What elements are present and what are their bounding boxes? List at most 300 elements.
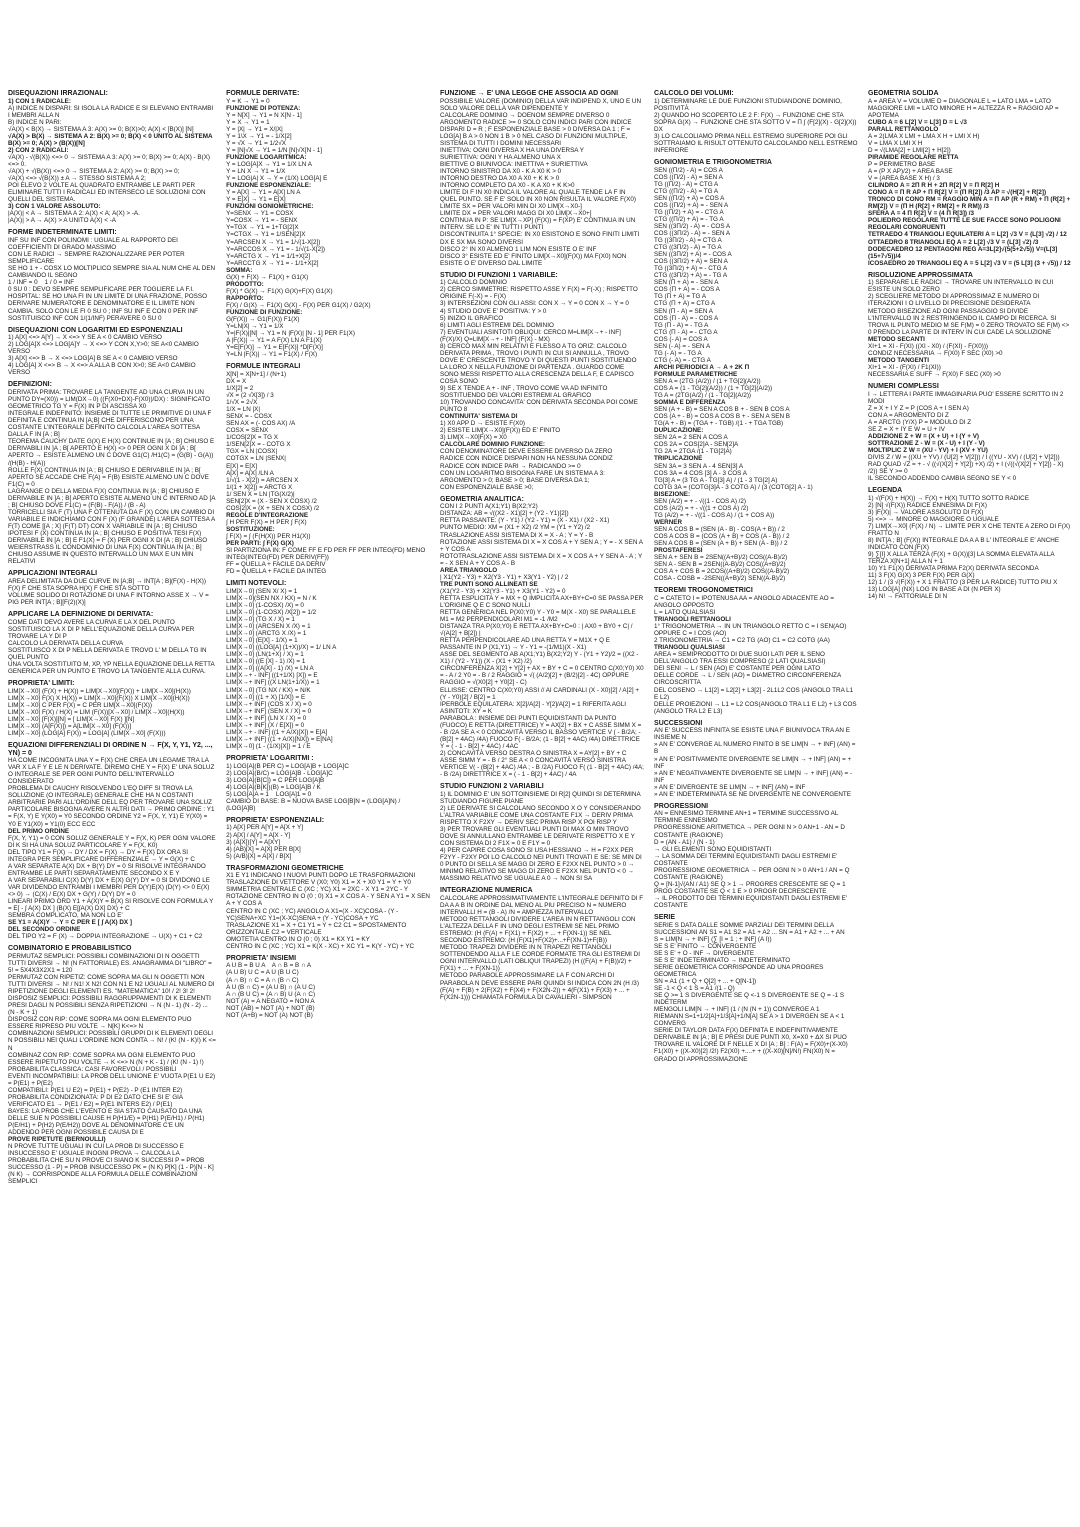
formula-line: SEN A - SEN B = 2SEN((A-B)/2) COS((A+B)/2) (654, 561, 786, 569)
formula-line: PERMUTAZ SEMPLICI: POSSIBILI COMBINAZIONI DI N OGGETTI TUTTI DIVERSI → N! (N FATTORIALE) ES. ANAGRAMMA DI "LIBRO" = 5! = 5X4X3X2X1 = 120 (8, 952, 214, 974)
formula-line: TETRAEDO 4 TRIANGOLI EQUILATERI A = L[2] √3 V = (L[3] √2) / 12 (868, 231, 1067, 239)
formula-line: 13) LOG[A] (NX) LOG IN BASE A DI (N PER X) (868, 586, 1001, 594)
formula-line: HOSPITAL: SE HO UNA FI IN UN LIMITE DI UNA FRAZIONE, POSSO DERIVARE NUMERATORE E DENOMINATORE E IL LIMITE NON CAMBIA. SOLO CON LE FI 0 SU 0 ; INF SU INF E CON 0 PER INF SOSTITUISCO INF CON 1/(1/INF) PERAVERE 0 SU 0 (8, 293, 209, 322)
formula-line: LIM[X→X0] C PER F(X) = C PER LIM[X→X0](F(X)) (8, 701, 152, 709)
formula-line: √A(X) - √(B(X)) <=> 0 → SISTEMA A 3: A(X) >= 0; B(X) >= 0; A(X) - B(X) <=> 0. (8, 153, 212, 169)
formula-line: LIM[X→X0] (LOG[A] F(X)) = LOG[A] (LIM[X→X0] (F(X))) (8, 729, 166, 737)
formula-line: SEN AX = (- COS AX) /A (226, 420, 296, 428)
section-title: STUDIO FUNZIONI 2 VARIABILI (440, 783, 544, 791)
formula-line: CTG (Π - A) = - CTG A (654, 328, 718, 336)
formula-line: TG ((Π/2) + A) = - CTG A (654, 208, 724, 216)
formula-section (440, 496, 644, 778)
formula-line: A VAR SEPARABILI C(X) D(Y) DX + E(X) G(Y) DY = 0 SI DIVIDONO LE VAR DIVIDENDO ENTRAMBI I MEMBRI PER D(Y)E(X) (D(Y) <> 0 E(X) <> 0) → (C(X) / E(X) DX + G(Y) / D(Y) DY = 0 (8, 876, 212, 898)
formula-line: 8) INT[A ; B] (F(X)) INTEGRALE DA A A B L' INTEGRALE E' ANCHE INDICATO CON ∫F(X) (868, 537, 1061, 552)
formula-line: 1) SEPARARE LE RADICI → TROVARE UN INTERVALLO IN CUI ESISTE UN SOLO ZERO (868, 279, 1055, 294)
formula-section (8, 680, 216, 737)
formula-line: 1/X[2] = 2 (226, 385, 254, 393)
formula-line: LIM[X→+ - INF] ((1 + A/X)[X]) = E[A] (226, 728, 328, 736)
formula-line: ∫ F(X) = ∫ (F(H(X)) PER H1(X)) (226, 533, 311, 540)
formula-line: 2) ESISTE LIM[X→X0](F(X)) ED E' FINITO (440, 427, 561, 435)
formula-line: LIM[X→+ INF] ((1 + A/X)[NX]) = E[NA] (226, 735, 333, 743)
formula-line: TRASLAZIONE DI VETTORE V (X0; Y0) X1 = X + X0 Y1 = Y + Y0 (226, 879, 411, 887)
formula-line: F(X) * G(X) → F1(X) G(X)+F(X) G1(X) (226, 287, 333, 295)
formula-line: CONDIZ NECESSARIA → F(X0) F SEC (X0) >0 (868, 349, 1003, 357)
formula-section (8, 570, 216, 606)
formula-line: √A(X) < B(X) → SISTEMA A 3: A(X) >= 0; B(X)>0; A(X) < [B(X)] [N] (8, 125, 194, 133)
formula-line: TG (A/2) = + - √((1 - COS A) / (1 + COS A)) (654, 511, 775, 519)
formula-line: PROGRESSIONE ARITMETICA → PER OGNI N > 0 AN+1 - AN = D COSTANTE (RAGIONE) (654, 824, 847, 839)
section-title: TEOREMI TROGONOMETRICI (654, 587, 753, 595)
formula-line: RADICE CON INDICE DISPARI NON HA NESSUNA CONDIZ (440, 455, 613, 463)
formula-line: A = (P X AP)/2) + AREA BASE (868, 168, 953, 176)
formula-line: DERIVATA PRIMA: TROVARE LA TANGENTE AD UNA CURVA IN UN PUNTO DY=(X0)) = LIM(DX→0) ((F(X0+DX)-F(X0))/DX) : SIGNIFICATO GEOMETRICO TG Y = F(X) IN P DI ASCISSA X0 (8, 389, 212, 411)
formula-line: SEN ((3Π/2) + A) = - COS A (654, 251, 732, 259)
formula-line: COS (Π + A) = - COS A (654, 286, 720, 294)
formula-line: LIMITE SX = PER VALORI MIN DI X0 LIM[X→X0-] (440, 203, 582, 211)
formula-line: IL SECONDO ADDENDO CAMBIA SEGNO SE Y < 0 (868, 475, 1017, 483)
formula-line: COS ((3Π/2) + A) = SEN A (654, 258, 728, 266)
formula-line: ROTOTRASLAZIONE ASSI SISTEMA DI X = X COS A + Y SEN A - A ; Y = - X SEN A + Y COS A - B (440, 552, 644, 567)
formula-line: 2) A[X] / A[Y] = A[X - Y] (226, 831, 291, 839)
section-title: FUNZIONE → E' UNA LEGGE CHE ASSOCIA AD OGNI (440, 90, 619, 97)
formula-line: TG (Π + A) = TG A (654, 293, 707, 301)
formula-section (226, 817, 430, 860)
formula-line: COS (A/2) = + - √((1 + COS A) /2) (654, 504, 749, 512)
formula-line: LIM[X→0] (TG X / X) = 1 (226, 616, 295, 624)
column-1 (8, 90, 216, 1513)
formula-section (868, 272, 1072, 378)
formula-line: 5) <=> → MINORE O MAGGIORE O UGUALE (868, 515, 999, 523)
formula-line: TGX = LN |COSX| (226, 448, 278, 456)
formula-line: L = LATO QUALSIASI (654, 609, 716, 617)
formula-line: LIM[X→+ - INF] ((1+1/X) [X]) = E (226, 672, 318, 680)
formula-line: RIEMANN S=1+1/2[A]+1/3[A]+1/N[A] SE A > 1 DIVERGEN SE A < 1 CONVERG (654, 1013, 847, 1028)
formula-line: 1° TRIGONOMETRIA → IN UN TRIANGOLO RETTO C = I SEN(AO) OPPURE C = I COS (AO) (654, 623, 849, 638)
formula-line: 10) Y1 F1(X) DERIVATA PRIMA F2(X) DERIVATA SECONDA (868, 565, 1039, 573)
formula-line: POI ELEVO 2 VOLTE AL QUADRATO ENTRAMBE LE PARTI PER ELIMINARE TUTTI I RADICALI ED INTERSECO LE SOLUZIONI CON QUELLI DEL SISTEMA. (8, 182, 208, 204)
formula-line: 6) LIMITI AGLI ESTREMI DEL DOMINIO (440, 321, 554, 329)
formula-section (8, 327, 216, 377)
formula-line: SOMMA E DIFFERENZA (654, 399, 726, 407)
formula-line: 12) 1 / (3 √(F(X)) + X 1 FRATTO (3 PER LA RADICE) TUTTO PIU X (868, 579, 1058, 587)
formula-line: √A(X) <=> √(B(X)) ± A → STESSO SISTEMA A 2; (8, 175, 146, 183)
formula-line: BISEZIONE: (654, 490, 691, 498)
formula-line: Y=ARCSEN X → Y1 = 1/√(1-X[2]) (226, 238, 321, 246)
formula-section (654, 803, 858, 909)
formula-section (440, 272, 644, 491)
formula-line: TEOREMA CAUCHY DATE G(X) E H(X) CONTINUE IN [A ; B] CHIUSO E DERIVABILI IN ]A ; B[ APERTO E H(X) <> 0 PER OGNI X DI ]A ; B[ APERTO → ESISTE ALMENO UN C DOVE G1(C) /H1(C) = (G(B) - G(A)) /(H(B) - H(A)) (8, 438, 216, 467)
section-title: PROPRIETA' LOGARITMI : (226, 754, 314, 762)
formula-line: 1) A[X] PER A[Y] = A[X + Y] (226, 824, 303, 832)
formula-line: FF = QUELLA + FACILE DA DERIV (226, 561, 326, 569)
formula-line: SOSTITUISCO X DI P NELLA DERIVATA E TROVO L' M DELLA TG IN QUEL PUNTO (8, 646, 209, 661)
formula-section (226, 580, 430, 750)
formula-line: 1/COS[2]X = TG X (226, 434, 278, 442)
formula-line: 1) A[X] <=> A[Y] → X <=> Y SE A < 0 CAMBIO VERSO (8, 334, 162, 342)
formula-line: Y=SENX → Y1 = COSX (226, 210, 294, 218)
formula-line: SE -1 < Q < 1 S = A1 /(1 - Q) (654, 985, 735, 993)
formula-line: LIM[X→+ INF] (COS X / X) = 0 (226, 700, 312, 708)
formula-line: LIM[X→X0] (F(X) + H(X)) = LIM[X→X0](F(X)) + LIM[X→X0](H(X)) (8, 687, 191, 695)
formula-line: FUNZIONE ESPONENZIALE: (226, 182, 312, 190)
formula-line: SERIE DI TAYLOR DATA F(X) DEFINITA E INDEFINITIVAMENTE DERIVABILE IN [A ; B] E PRESI DUE PUNTI X0, X=X0 + ΔX SI PUO TROVARE IL VALORE DI F NELLE X DI [A ; B] : F(A) = F(X0)+(X-X0) F1(X0) + ((X-X0)[2] /2!) F2(X0) +....+ + ((X-X0)[N]/N!) FN(X0) N = GRADO DI APPROSSIMAZIONE (654, 1027, 850, 1063)
formula-line: LINEARI PRIMO ORD Y1 + A(X)Y = B(X) SI RISOLVE CON FORMULA Y = E[ - ∫ A(X) DX ] (B(X) E[∫A(X) DX] DX) + C (8, 898, 215, 913)
formula-line: CONTINUITA' SISTEMA DI (440, 413, 518, 421)
formula-line: TG[3] A = (3 TG A - TG[3] A) / (1 - 3 TG[2] A) (654, 476, 778, 484)
formula-line: SE S E' + O - INF → DIVERGENTE (654, 949, 755, 957)
formula-line: SE S E' INDETERMINATO → INDETERMINATO (654, 956, 791, 964)
formula-line: 7) LIM[X→X0] (F(X) / N) → LIMITE PER X CHE TENTE A ZERO DI F(X) FRATTO N (868, 522, 1072, 537)
formula-line: Y = N[X] → Y1 = N X[N - 1] (226, 111, 302, 119)
formula-section (654, 914, 858, 1063)
formula-line: CONO A = Π R AP + Π R[2] V = (Π R[2]) /3 AP = √(H[2] + R[2]) (868, 189, 1047, 197)
formula-line: PROGRESSIONE GEOMETRICA → PER OGNI N > 0 AN+1 / AN = Q COSTANTE (RAGIONE) (654, 866, 852, 881)
formula-line: PARALL RETTANGOLO (868, 125, 939, 133)
formula-line: X1 E Y1 INDICANO I NUOVI PUNTI DOPO LE TRASFORMAZIONI (226, 872, 416, 880)
formula-line: COS[2]X = (X + SEN X COSX) /2 (226, 504, 320, 512)
formula-line: AN = ENNESIMO TERMINE AN+1 = TERMINE SUCCESSIVO AL TERMINE ENNESIMO (654, 810, 840, 825)
formula-line: XI+1 = XI - F(XI) ((XI - X0) / (F(XI) - F(X0))) (868, 342, 989, 350)
formula-line: BAYES: LA PROB CHE L'EVENTO E SIA STATO CAUSATO DA UNA DELLE SUE N POSSIBILI CAUSE H P(H1/E) = P(H1) P(E/H1) / P(H1) P(E/H1) + P(H2) P(E/H2)) DOVE AL DENOMINATORE C'E UN ADDENDO PER OGNI POSSIBILE CAUSA DI E (8, 1107, 207, 1137)
formula-line: CTG ((Π/2) + A) = - TG A (654, 215, 724, 223)
formula-line: CONTINUA IN P: SE LIM[X→XP] (F(X)) = F(XP) E' CONTINUA IN UN INTERV. SE LO E' IN TUTTI I PUNTI (440, 217, 637, 232)
formula-line: SEN (A/2) = + - √((1 - COS A) /2) (654, 497, 747, 505)
section-title: GONIOMETRIA E TRIGONOMETRIA (654, 158, 772, 166)
formula-line: 3) PER TROVARE GLI EVENTUALI PUNTI DI MAX O MIN TROVO DOVE SI ANNULLANO ENTRAMBE LE DERIVATE RISPETTO X E Y CON SISTEMA DI 2 F1X = 0 E F1Y = 0 (440, 825, 637, 848)
formula-line: COS A + COS B = 2COS((A+B)/2) COS((A-B)/2) (654, 568, 790, 576)
formula-line: NOT (AB) = NOT (A) + NOT (B) (226, 1004, 315, 1012)
formula-line: » AN E' POSITIVAMENTE DIVERGENTE SE LIM[N → + INF] (AN) = + INF (654, 755, 853, 770)
formula-line: CTG ((Π/2) - A) = TG A (654, 187, 719, 195)
formula-line: 2) LOG[A]X <=> LOG[A]Y → X <=> Y CON X,Y>0; SE A<0 CAMBIO VERSO (8, 341, 201, 356)
formula-line: √A(X) + √(B(X)) <=> 0 → SISTEMA A 2: A(X) >= 0; B(X) >= 0; (8, 168, 180, 176)
formula-line: Y = |X| → Y1 = X/|X| (226, 125, 283, 133)
formula-line: RADICE CON INDICE PARI → RADICANDO >= 0 (440, 462, 581, 470)
formula-line: 10) TROVANDO CONCAVITA' CON DERIVATA SECONDA POI COME PUNTO 8 (440, 399, 640, 414)
formula-line: SE HO 1 + - COSX LO MOLTIPLICO SEMPRE SIA AL NUM CHE AL DEN CAMBIANDO IL SEGNO (8, 265, 217, 280)
formula-line: COS 3A = 4 COS [3] A - 3 COS A (654, 469, 747, 477)
formula-line: » AN E' DIVERGENTE SE LIM[N → + INF] (AN) = INF (654, 783, 806, 791)
formula-line: FUNZIONE LOGARITMICA: (226, 153, 307, 161)
formula-line: 1) √(F(X) + H(X)) → F(X) + H(X) TUTTO SOTTO RADICE (868, 494, 1029, 502)
formula-line: PARABOLA : INSIEME DEI PUNTI EQUIDISTANTI DA PUNTO (FUOCO) E RETTA (DIRETTRICE) Y = AX[2] + BX + C ASSE SIMM X = - B /2A SE A < 0 CONCAVITÀ VERSO IL BASSO VERTICE V ( - B/2A; - (B[2] + 4AC) /4A) FUOCO F( - B/2A; (1 - B[2] + 4AC) /4A) DIRETTRICE Y = ( - 1 - B[2] + 4AC) / 4AC (440, 714, 643, 750)
formula-line: TRE PUNTI SONO ALLINEATI SE (440, 580, 538, 588)
formula-line: SE Y1 = A(X)Y → Y = C PER E [ ∫ A(X) DX ] (8, 919, 132, 927)
section-title: EQUAZIONI DIFFERENZIALI DI ORDINE N → F(X, Y, Y1, Y2, ..., YN) = 0 (8, 741, 213, 757)
formula-line: |A(X)| < A → SISTEMA A 2: A(X) < A; A(X) > -A. (8, 210, 140, 218)
formula-line: SEN 3A = 3 SEN A - 4 SEN[3] A (654, 462, 744, 470)
formula-section (868, 487, 1072, 600)
formula-line: INIETTIVA: OGNI DIVERSA X HA UNA DIVERSA Y (440, 146, 584, 154)
formula-line: 4) LOG[A] X <=> B → X <=> A ALLA B CON X>0; SE A<0 CAMBIO VERSO (8, 362, 198, 377)
formula-line: LIM[X→0] (ARCTG X /X) = 1 (226, 630, 307, 638)
formula-line: A U B = B U A A ∩ B = B ∩ A (226, 962, 312, 970)
section-title: TRASFORMAZIONI GEOMETRICHE (226, 864, 344, 872)
formula-line: FUNZIONE DI FUNZIONE: (226, 309, 303, 316)
formula-line: Y=LN|X| → Y1 = 1/X (226, 323, 284, 331)
formula-line: WEIERSTRASS IL CONDOMINIO DI UNA F(X) CONTINUA IN [A ; B] CHIUSO ASSUME IN QUESTO INTERVALLO UN MAX E UN MIN RELATIVI (8, 544, 204, 566)
formula-line: F(X, Y, Y1) = 0 CON SOLUZ GENERALE Y = F(X, K) PER OGNI VALORE DI K SI HA UNA SOLUZ PARTICOLARE Y = F(X, K0) (8, 834, 218, 849)
formula-line: √X = (2 √X[3]) / 3 (226, 392, 274, 400)
formula-line: RETTA PASSANTE: (Y - Y1) / (Y2 - Y1) = (X - X1) / (X2 - X1) (440, 517, 610, 525)
formula-line: ADDIZIONE Z + W = (X + U) + I (Y + V) (868, 432, 979, 440)
formula-line: LIM[X→0] (ARCSEN X /X) = 1 (226, 623, 311, 631)
formula-line: COS 2A = COS[2]A - SEN[2]A (654, 441, 739, 449)
formula-line: LIM[X→+ INF] (LN X / X) = 0 (226, 714, 307, 722)
formula-line: INTORNO DESTRO DA X0 A X0 + K K > 0 (440, 175, 560, 183)
section-title: SERIE (654, 914, 676, 922)
formula-line: Y = E[X] → Y1 = E[X] (226, 196, 286, 204)
formula-line: DISCO 2° IN X0 ALMENO 1 LIM NON ESISTE O E' INF (440, 245, 597, 253)
formula-line: SEN A COS B = (SEN (A + B) + SEN (A - B)) / 2 (654, 540, 788, 548)
formula-line: 2) LOG[A](B/C) = LOG[A]B - LOG[A]C (226, 769, 333, 777)
section-title: DISEQUAZIONI IRRAZIONALI: (8, 90, 108, 97)
formula-line: SEN (Π + A) = - SEN A (654, 279, 719, 287)
formula-line: 4) (AB)[X] = A[X] PER B[X] (226, 845, 301, 853)
formula-line: FUNZIONI GONIOMETRICHE: (226, 203, 314, 211)
formula-line: SEN A COS B = (SEN (A - B) - COS(A + B)) / 2 (654, 525, 785, 533)
formula-line: LIM[X→0] ((E [X] - 1) /X) = 1 (226, 658, 306, 666)
section-title: STUDIO DI FUNZIONI 1 VARIABILE: (440, 271, 558, 279)
formula-line: SN = A1 (1 + Q + Q[2] + ... + Q[N-1]) (654, 978, 757, 985)
formula-line: CTG (Π + A) = CTG A (654, 300, 716, 308)
formula-line: 1) CALCOLO DOMINIO (440, 279, 507, 287)
formula-line: SOSTITUISCO LA X DI P NELL'EQUAZIONE DELLA CURVA PER TROVARE LA Y DI P (8, 625, 196, 640)
formula-line: 1/X = LN |X| (226, 406, 260, 414)
formula-line: B) INDICE N PARI: (8, 118, 62, 126)
formula-line: 3) INTERSEZIONI CON GLI ASSI: CON X → Y = 0 CON X → Y = 0 (440, 300, 629, 308)
formula-line: LIM[X→0] (1-COSX) /X) = 0 (226, 601, 304, 609)
section-title: APPLICARE LA DEFINIZIONE DI DERIVATA: (8, 611, 154, 619)
formula-line: RETTA PERPENDICOLARE AD UNA RETTA Y = M1X + Q E PASSANTE IN P (X1,Y1) → Y - Y1 = -(1/M1)(X - X1) (440, 637, 612, 652)
formula-line: TRIANGOLI QUALSIASI (654, 644, 725, 652)
formula-line: BIETTIVE O BIUNIVOCA: INIETTIVA + SURIETTIVA (440, 161, 588, 169)
formula-line: LIMITE DI F IN X0 INDICA IL VALORE AL QUALE TENDE LA F IN QUEL PUNTO. SE F E' SOLO IN X0 NON RISULTA IL VALORE F(X0) (440, 189, 636, 204)
formula-line: TG(A + - B) = (TGA + - TGB) /(1 - + TGA TGB) (654, 420, 784, 428)
formula-section (868, 383, 1072, 482)
formula-line: CON ESPONENZIALE BASE >0; (440, 483, 534, 491)
formula-line: 5) INIZIO IL GRAFICO (440, 314, 504, 322)
formula-line: C = CATETO I = IPOTENUSA AA = ANGOLO ADIACENTE AO = ANGOLO OPPOSTO (654, 594, 836, 609)
formula-section (226, 955, 430, 1019)
formula-line: CAMBIO DI BASE: B = NUOVA BASE LOG[B]N = (LOG[A]N) / (LOG[A]B) (226, 797, 402, 812)
section-title: INTEGRAZIONE NUMERICA (440, 887, 533, 895)
section-title: COMBINATORIO E PROBABILISTICO (8, 945, 132, 953)
formula-line: DEI SENI → L / SEN (AO) E' COSTANTE PER OGNI LATO (654, 665, 821, 673)
formula-line: SURIETTIVA: OGNI Y HA ALMENO UNA X (440, 153, 561, 161)
formula-section (8, 381, 216, 565)
formula-line: RAD QUAD √Z = + - √ ((√(X[2] + Y[2]) +X) /2) + I (√((√(X[2] + Y[2]) - X) /2)) SE Y >= 0 (868, 461, 1066, 476)
formula-line: Z = X + I Y Z = P (COS A + I SEN A) (868, 404, 969, 412)
formula-line: PIRAMIDE REGOLARE RETTA (868, 153, 959, 161)
formula-line: 1/ SEN X = LN |TG(X/2)| (226, 490, 295, 498)
formula-line: 5) (A/B)[X] = A[X] / B[X] (226, 852, 292, 860)
formula-line: 2) QUANDO HO SCOPERTO LE 2 F: F(X) → FUNZIONE CHE STA SOPRA G(X) → FUNZIONE CHE STA SOTTO V = Π ∫ (F[2](X) - G[2](X)) DX (654, 111, 859, 133)
formula-line: » AN E' INDETERMINATA SE NE DIVERGENTE NE CONVERGENTE (654, 790, 851, 798)
formula-line: LIM[X→X0] F(X) / H(X) = LIM (F(X))[X→X0] / LIM[X→X0](H(X)) (8, 708, 185, 716)
formula-line: SEN ((Π/2) - A) = COS A (654, 166, 723, 174)
formula-line: 2) LE DERIVATE SI CALCOLANO SECONDO X O Y CONSIDERANDO L'ALTRA VARIABILE COME UNA COSTANTE F1X → DERIV PRIMA RISPETTO X F2XY → DERIV SEC PRIMA RISP X POI RISP Y (440, 804, 643, 826)
formula-line: EVENTI INCOMPATIBILI: LA PROB DELL UNIONE E' VUOTA P(E1 U E2) = P(E1) + P(E2) (8, 1072, 217, 1087)
formula-line: DISCONTINUITA 1° SPECIE: IN X0 ESISTONO E SONO FINITI LIMITI DX E SX MA SONO DIVERSI (440, 231, 642, 246)
formula-line: COMBINAZ CON RIP: COME SOPRA MA OGNI ELEMENTO PUO ESSERE RIPETUTO PIU VOLTE → K <=> N (N + K - 1) / (K! (N - 1) !) (8, 1051, 204, 1066)
formula-line: Y = 1\X → Y1 = - 1/X[2] (226, 132, 292, 140)
formula-line: PROBLEMA DI CAUCHY RISOLVENDO L'EQ DIFF SI TROVA LA SOLUZIONE (O INTEGRALE) GENERALE CHE HA N COSTANTI ARBITRARIE PARI ALL'ORDINE DELL EQ PER TROVARE UNA SOLUZ PARTICOLARE BISOGNA AVERE N ALTRI DATI → PRIMO ORDINE : Y1 = F(X, Y) E Y(X0) = Y0 SECONDO ORDINE Y2 = F(X, Y, Y1) E Y(X0) = Y0 E Y1(X0) = Y1(0) ECC ECC (8, 785, 217, 828)
formula-line: CALCOLARE APPROSSIMATIVAMENTE L'INTEGRALE DEFINITO DI F DA A A B IN ORDINE DAL MENO AL PIU PRECISO N = NUMERO INTERVALLI H = (B - A) /N = AMPIEZZA INTERVALLO (440, 894, 645, 917)
formula-line: 3) A[X] <=> B → X <=> LOG[A] B SE A < 0 CAMBIO VERSO (8, 355, 178, 363)
formula-line: SERIE S DATA DALLE SOMME PARZIALI DEI TERMINI DELLA SUCCESSIONI AN S1 = A1 S2 = A1 + A2 ... SN = A1 + A2 + ... + AN (654, 921, 845, 936)
formula-line: DIVIS Z / W = ((XU + YV) / (U[2] + V[2])) / I ((YU - XV) / (U[2] + V[2])) (868, 453, 1060, 461)
formula-line: DISPOSIZ CON RIP: COME SOPRA MA OGNI ELEMENTO PUO ESSERE RIPRESO PIU VOLTE → N[K] K<=> N (8, 1016, 194, 1031)
formula-line: Y=E[F(X)] → Y1 = E[F(X)] *D[F(X)] (226, 344, 323, 352)
formula-line: 3) LO CALCOLIAMO PRIMA NELL ESTREMO SUPERIORE POI GLI SOTTRAIAMO IL RISULT OTTENUTO CALCOLANDO NELL ESTREMO INFERIORE (654, 132, 860, 154)
formula-line: ARCHI PERIODICI A → A + 2K Π (654, 363, 750, 371)
formula-line: N PROVE TUTTE UGUALI IN CUI LA PROB DI SUCCESSO E INSUCCESSO E' UGUALE INOGNI PROVA → CALCOLA LA PROBABILITA CHE SU N PROVE CI SIANO K SUCCESSI P = PROB SUCCESSO (1 - P) = PROB INSUCCESSO PK = (N K) P[K] (1 - P)[N - K] (N K) → CORRISPONDE ALLA FORMULA DELLE COMBINAZIONI SEMPLICI (8, 1143, 216, 1186)
column-5 (868, 90, 1072, 1513)
formula-line: Y = LOG|A| X → Y = (1/X) LOG[A] E (226, 175, 328, 183)
formula-line: TRASLAZIONE ASSI SISTEMA DI X = X - A ; Y = Y - B (440, 531, 594, 539)
formula-line: TRIPLICAZIONE (654, 455, 703, 463)
formula-line: REGOLE D'INTEGRAZIONE (226, 511, 309, 519)
formula-line: 1) LOG[A](B PER C) = LOG[A]B + LOG[A]C (226, 762, 349, 770)
formula-line: SEN A + SEN B = 2SEN((A+B)/2) COS((A-B)/2) (654, 554, 788, 562)
formula-line: V = LMA X LMI X H (868, 139, 923, 147)
formula-section (440, 887, 644, 1000)
formula-line: COS ((3Π/2) - A) = - SEN A (654, 229, 731, 237)
formula-section (654, 720, 858, 798)
formula-line: (A ∩ B) ∩ C = A ∩ (B ∩ C) (226, 976, 299, 984)
formula-line: COS A = (1 - TG[2](A/2)) / (1 + TG[2](A/2)) (654, 385, 773, 393)
section-title: FORMULE INTEGRALI (226, 363, 301, 371)
formula-line: 2) CERCO SIMMETRIE: RISPETTO ASSE Y F(X) = F(-X) ; RISPETTO ORIGINE F(-X) = - F(X) (440, 286, 640, 301)
formula-line: TG A = (2TG(A/2) / (1 - TG[2](A/2)) (654, 392, 752, 400)
formula-line: 1) IL DOMINIO E' UN SOTTOINSIEME DI R[2] QUINDI SI DETERMINA STUDIANDO FIGURE PIANE (440, 790, 643, 805)
formula-line: Y=ARCCTG X → Y1 = - 1/1+X[2] (226, 259, 319, 267)
formula-line: ICOSAEDRO 20 TRIANGOLI EQ A = 5 L[2] √3 V = (5 L[3] (3 + √5)) / 12 (868, 259, 1071, 267)
formula-line: PROBABILITA CLASSICA: CASI FAVOREVOLI / POSSIBILI (8, 1065, 177, 1073)
formula-line: 5) LOG[A]A = 1 LOG[A]1 = 0 (226, 790, 312, 798)
section-title: DEFINIZIONI: (8, 381, 52, 389)
formula-line: 11) 3 F(X) G(X) 3 PER F(X) PER G(X) (868, 572, 975, 580)
formula-line: 1) X0 APP D → ESISTE F(X0) (440, 420, 525, 428)
formula-line: A = ARCTG (Y/X) P = MODULO DI Z (868, 418, 972, 426)
formula-line: 1/√X = 2√X (226, 399, 258, 407)
formula-line: 0 SU 0 : DEVO SEMPRE SEMPLIFICARE PER TOGLIERE LA F.I. (8, 286, 194, 294)
formula-line: SOMMA: (226, 266, 253, 274)
formula-line: COME DATI DEVO AVERE LA CURVA E LA X DEL PUNTO (8, 618, 175, 626)
formula-line: TORRICELLI SIA F (T) UNA F OTTENUTA DA F (X) CON UN CAMBIO DI VARIABILE E INDICHIAMO CON F (X) (F GRANDE) L'AREA SOTTESA A F(T) COME [[A ; X] (F(T) DT) CON X VARIABILE IN [A ; B] CHIUSO IPOTESI F (X) CONTINUA IN [A ; B] CHIUSO E POSITIVA TESI F(X) DERIVABILE IN [A ; B] E F1(X) = F (X) PER OGNI X DI [A ; B] CHIUSO (8, 508, 217, 545)
formula-line: A) INDICE N DISPARI: SI ISOLA LA RADICE E SI ELEVANO ENTRAMBI I MEMBRI ALLA N (8, 104, 215, 119)
formula-line: PER PARTI: ∫ F(X) G(X) (226, 540, 294, 548)
formula-line: COSA - COSB = -2SEN((A+B)/2) SEN((A-B)/2) (654, 575, 786, 583)
formula-line: → IL PRODOTTO DEI TERMINI EQUIDISTANTI DAGLI ESTREMI E' COSTANTE (654, 894, 849, 909)
section-title: FORME INDETERMINATE LIMITI: (8, 229, 117, 237)
formula-line: RAPPORTO: (226, 294, 264, 302)
formula-line: Y=COSX → Y1 = - SENX (226, 217, 298, 225)
formula-line: S = LIM[N → + INF] (∑ [I = 1 ; + INF] (A I)) (654, 935, 772, 943)
formula-line: (A U B) U C = A U (B U C) (226, 969, 299, 977)
formula-line: METODO RETTANGOLI DIVIDERE L'AREA IN N RETTANGOLI CON L'ALTEZZA DELLA F IN UNO DEGLI ESTREMI SE NEL PRIMO ESTREMO: (H (F(A) + F(X1) + F(X2) + ... + F(XN-1)) SE NEL SECONDO ESTREMO: (H (F(X1)+F(X2)+...+F(XN-1)+F(B)) (440, 916, 638, 945)
section-title: GEOMETRIA ANALITICA: (440, 495, 524, 503)
formula-line: TG ((3Π/2) - A) = CTG A (654, 237, 722, 245)
formula-line: Y = X → Y1 = 1 (226, 118, 270, 126)
formula-line: X[N] = X[N+1] / (N+1) (226, 370, 287, 378)
formula-line: SEN ((Π/2) + A) = COS A (654, 194, 725, 202)
formula-line: COS ((Π/2) + A) = - SEN A (654, 201, 729, 209)
formula-line: SENX = - COSX (226, 413, 273, 421)
formula-line: SEN (Π - A) = SEN A (654, 307, 713, 315)
formula-line: LIM[X→X0] [F(X)][N] = [ LIM[X→X0] F(X) ][N] (8, 715, 135, 723)
formula-section (226, 755, 430, 812)
formula-line: METODO TRAPEZI DIVIDERE IN N TRAPEZI RETTANGOLI SOTTENDENDO ALLA F LE CORDE FORMATE TRA GLI ESTREMI DI OGNI INTERVALLO (LATI OBLIQUI TRAPEZI) (H ((F(A) + F(B))/2) + F(X1) + ... + F(XN-1)) (440, 944, 642, 973)
formula-section (654, 587, 858, 714)
formula-line: LIM[X→X0] (A[F(X)]) = A[LIM[X→X0] (F(X))] (8, 722, 131, 730)
formula-line: CALCOLARE DOMINIO → DOENOM SEMPRE DIVERSO 0 ARGOMENTO RADICE >= 0 SOLO CON INDICI PARI CON INDICE DISPARI D = R ; F ESPONENZIALE BASE > 0 DIVERSA DA 1 ; F = LOG[A] B A > 0 NON 1 B > 0 NEL CASO DI FUNZIONI MULTIPLE, SISTEMA DI TUTTI I DOMINI NECESSARI (440, 111, 634, 147)
formula-line: LIM[X→0] (TG NX / KX) = N/K (226, 686, 311, 694)
formula-line: TG (- A) = - TG A (654, 349, 702, 357)
formula-line: √A(X) > B(X) → SISTEMA A 2: B(X) >= 0; B(X) < 0 UNITO AL SISTEMA B(X) >= 0; A(X) > (B(X))[N] (8, 132, 215, 147)
formula-line: Y = K → Y1 = 0 (226, 97, 270, 105)
formula-line: LIM[X→0] (LN(1+X) / X) = 1 (226, 651, 304, 659)
formula-line: Y = √X → Y1 = 1/2√X (226, 139, 286, 147)
section-title: APPLICAZIONI INTEGRALI (8, 570, 98, 578)
formula-line: DISCO 3° ESISTE ED E' FINITO LIM[X→X0](F(X)) MA F(X0) NON ESISTE O E' DIVERSO DAL LIMITE (440, 252, 629, 267)
formula-line: Y=LN |F(X)| → Y1 = F1(X) / F(X) (226, 351, 318, 359)
formula-line: LIM[X→+ INF] (X / E[X]) = 0 (226, 721, 305, 729)
formula-line: SE S E' FINITO → CONVERGENTE (654, 942, 757, 950)
formula-line: LIM[X→0] (1-COSX) /X[2]) = 1/2 (226, 609, 317, 617)
formula-line: SEN[2]X = (X - SEN X COSX) /2 (226, 497, 317, 505)
section-title: PROPRIETA' INSIEMI (226, 954, 297, 962)
formula-line: CTG (- A) = - CTG A (654, 356, 711, 364)
formula-line: METODO SECANTI (868, 335, 925, 343)
formula-line: LIM[X→0] ((A[X] - 1) /X) = LN A (226, 665, 314, 673)
formula-section (8, 229, 216, 321)
formula-line: VOLUME SOLIDO DI ROTAZIONE DI UNA F INTORNO ASSE X → V = PIG PER INT[A ; B][F(2)(X)] (8, 591, 211, 606)
formula-line: DEL TIPO Y1 = F(X) → DY / DX = F(X) → DY = F(X) DX ORA SI INTEGRA PER SEMPLIFICARE DIFFERENZIALE → Y = G(X) + C (8, 848, 195, 863)
formula-line: SEN ((3Π/2) - A) = - COS A (654, 222, 731, 230)
formula-line: IPERBOLE EQUILATERA: X[2]/A[2] - Y[2]/A[2] = 1 RIFERITA AGLI ASINTOTI: XY = K (440, 700, 628, 715)
formula-line: LIM[X→X0] F(X) X H(X)) = LIM[X→X0](F(X)) X LIM[X→X0](H(X)) (8, 694, 190, 702)
formula-line: DISTANZA TRA P(X0;Y0) E RETTA AX+BY+C=0 : | AX0 + BY0 + C| / √(A[2] + B[2]) | (440, 623, 635, 638)
formula-line: CTG ((3Π/2) + A) = - TG A (654, 272, 728, 280)
formula-line: 3) |F(X)| → VALORE ASSOLUTO DI F(X) (868, 508, 984, 516)
column-4 (654, 90, 858, 1513)
formula-line: LIM[X→0] ((1 + X) [1/X]) = E (226, 693, 306, 701)
formula-line: UNA VOLTA SOSTITUITO M, XP, YP NELLA EQUAZIONE DELLA RETTA GENERICA PER UN PUNTO E TROVO LA TANGENTE ALLA CURVA. (8, 660, 217, 675)
formula-line: AREA TRIANGOLO (440, 566, 498, 574)
formula-line: 7) EVENTUALI ASINTOTI OBLIQUI: CERCO M=LIM[X→+ - INF] (F(X)/X) Q=LIM[X→+ - INF] (F(X) - MX) (440, 328, 623, 343)
formula-line: P = PERIMETRO BASE (868, 161, 936, 169)
formula-line: A = 2(LMA X LMI + LMA X H + LMI X H) (868, 132, 980, 140)
formula-line: CUBO A = 6 L[2] V = L[3] D = L √3 (868, 118, 967, 126)
formula-line: Y = A[X] → Y1 = A[X] LN A (226, 189, 301, 197)
formula-line: SERIE GEOMETRICA CORRISPONDE AD UNA PROGRES GEOMETRICA (654, 963, 826, 978)
section-title: FORMULE DERIVATE: (226, 90, 300, 97)
formula-line: » AN E' CONVERGE AL NUMERO FINITO B SE LIM[N → + INF] (AN) = B (654, 741, 858, 756)
formula-line: 3) LIM[X→X0]F(X) = X0 (440, 434, 507, 442)
formula-line: 2) [N] √(F(X)) RADICE ENNESIMA DI F(X) (868, 501, 987, 509)
formula-line: → LA SOMMA DEI TERMINI EQUIDISTANTI DAGLI ESTREMI E' COSTANTE (654, 852, 840, 867)
formula-line: |A(X)| > A → A(X) > A UNITO A(X) < -A (8, 217, 116, 225)
formula-line: 9) SE X TENDE A + - INF , TROVO COME VA AD INFINITO SOSTITUENDO DEI VALORI ESTREMI AL GRAFICO (440, 385, 610, 400)
section-title: PROPRIETA' LIMITI: (8, 679, 75, 687)
formula-line: DEL SECONDO ORDINE (8, 926, 81, 934)
formula-line: NOT (A+B) = NOT (A) NOT (B) (226, 1011, 313, 1019)
formula-line: COMPATIBILI: P(E1 U E2) = P(E1) + P(E2) - P (E1 INTER E2) (8, 1086, 183, 1094)
formula-line: 1/SEN[2]X = - COTG X (226, 441, 291, 449)
formula-line: CENTRO IN C (XC ; YC) ANGOLO A X1=(X - XC)COSA - (Y - YC)SENA+XC Y1=(X-XC)SENA + (Y - YC)COSA + YC (226, 907, 400, 922)
